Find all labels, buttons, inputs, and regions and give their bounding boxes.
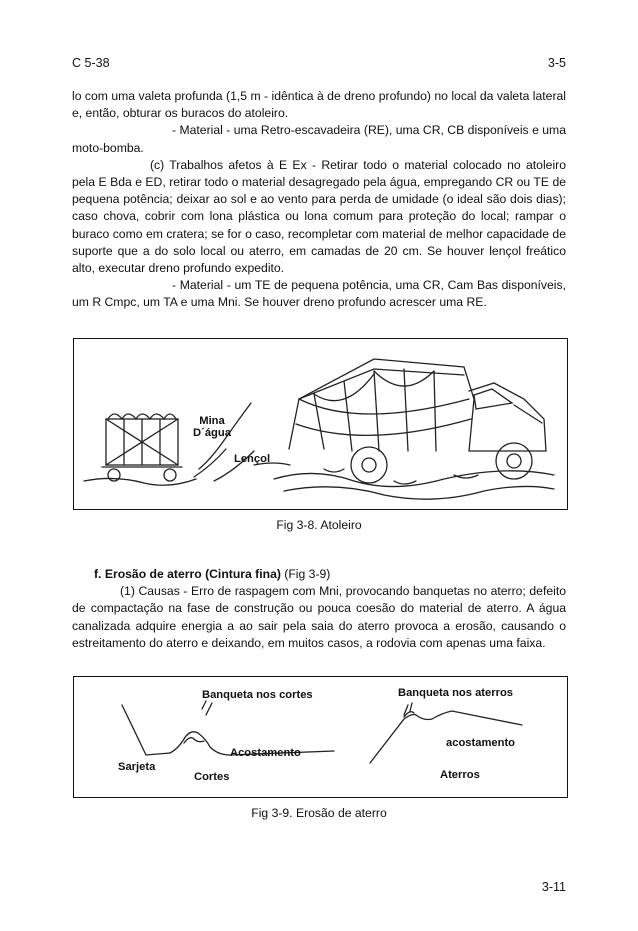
label-sarjeta: Sarjeta — [118, 761, 156, 773]
header-section-number: 3-5 — [547, 56, 566, 70]
body-text-top — [72, 88, 566, 312]
paragraph: (c) Trabalhos afetos à E Ex - Retirar todo o material colocado no atoleiro pela E Bda e ED, retirar todo o material desagregado pela água, empregando CR ou TE de pequena potência; deixar ao sol e ao vento para perda de umidade (o ideal são dois dias); caso chova, cobrir com lona plástica ou lona comum para proteção do local; rampar o buraco como em cratera; se for o caso, recompletar com material de melhor capacidade de suporte que a do solo local ou aterro, em camadas de 20 cm. Se houver lençol freático alto, executar dreno profundo expedito. — [72, 157, 566, 276]
paragraph: - Material - um TE de pequena potência, uma CR, Cam Bas disponíveis, um R Cmpc, um TA e uma Mni. Se houver dreno profundo acrescer uma RE. — [72, 278, 566, 310]
label-lencol: Lençol — [234, 453, 271, 465]
figure-erosao-aterro — [73, 676, 568, 798]
atoleiro-illustration — [74, 339, 567, 509]
section-heading-ref: (Fig 3-9) — [280, 567, 331, 581]
label-acostamento-cortes: Acostamento — [230, 747, 301, 759]
label-aterros: Aterros — [440, 769, 480, 781]
body-text-section-f — [72, 566, 566, 652]
label-acostamento-aterros: acostamento — [446, 737, 516, 749]
figure-caption: Fig 3-8. Atoleiro — [276, 518, 362, 532]
paragraph: - Material - uma Retro-escavadeira (RE), uma CR, CB disponíveis e uma moto-bomba. — [72, 123, 566, 155]
page-number: 3-11 — [541, 880, 566, 894]
section-heading-title: f. Erosão de aterro (Cintura fina) — [94, 567, 281, 581]
label-mina-dagua: Mina D´água — [193, 415, 231, 439]
label-cortes: Cortes — [194, 771, 230, 783]
section-heading — [72, 566, 566, 583]
paragraph: lo com uma valeta profunda (1,5 m - idêntica à de dreno profundo) no local da valeta lateral e, então, obturar os buracos do atoleiro. — [72, 89, 566, 121]
header-doc-code: C 5-38 — [72, 56, 110, 70]
label-banqueta-aterros: Banqueta nos aterros — [398, 687, 514, 699]
figure-caption: Fig 3-9. Erosão de aterro — [251, 806, 387, 820]
figure-atoleiro — [73, 338, 568, 510]
label-banqueta-cortes: Banqueta nos cortes — [202, 689, 313, 701]
paragraph: (1) Causas - Erro de raspagem com Mni, provocando banquetas no aterro; defeito de compactação na fase de construção ou pouca coesão do material de aterro. A água canalizada adquire energia a ao sair pela saia do aterro provoca a erosão, causando o estreitamento do aterro e deixando, em muitos casos, a rodovia com apenas uma faixa. — [72, 584, 566, 650]
